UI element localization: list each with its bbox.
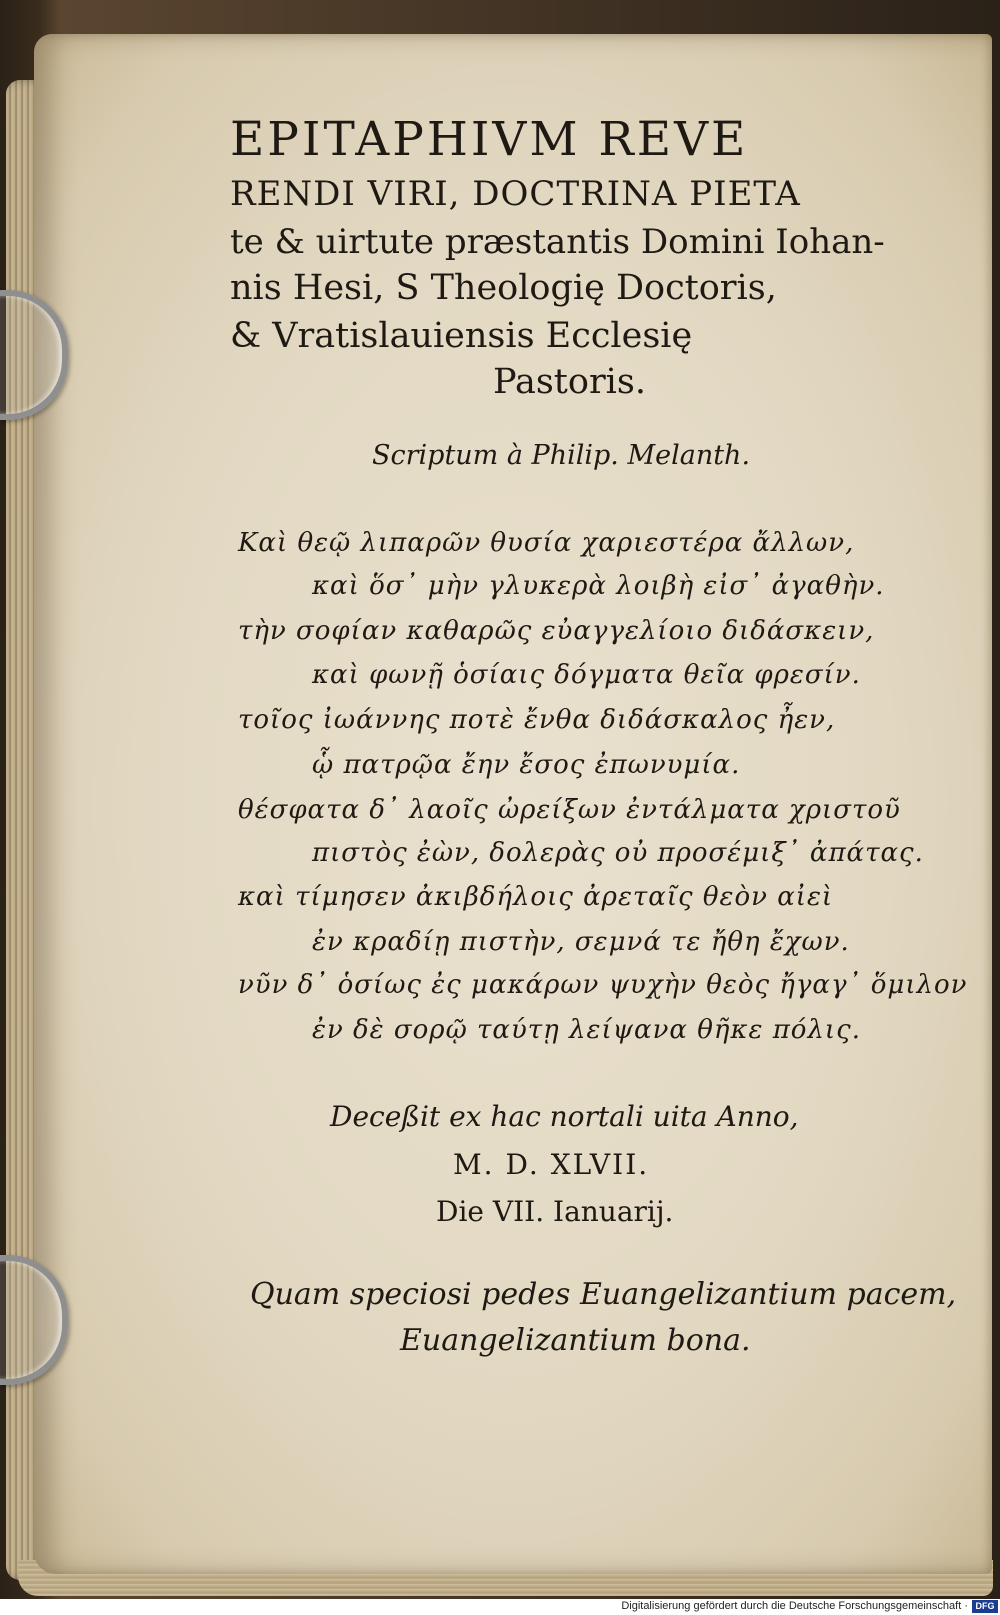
quote-line-2: Euangelizantium bona. (400, 1323, 751, 1358)
footer-bar (0, 1599, 1000, 1615)
author-line: Scriptum à Philip. Melanth. (372, 440, 751, 471)
poem-line: καὶ τίμησεν ἀκιβδήλοις ἀρεταῖς θεὸν αἰεὶ (238, 882, 834, 912)
title-line-4: nis Hesi, S Theologię Doctoris, (230, 268, 777, 308)
poem-line: ἐν κραδίῃ πιστὴν, σεμνά τε ἤθη ἔχων. (312, 927, 850, 957)
poem-line: τοῖος ἰωάννης ποτὲ ἔνθα διδάσκαλος ἦεν, (238, 705, 836, 735)
title-line-5: & Vratislauiensis Ecclesię (230, 316, 693, 356)
title-line-1: EPITAPHIVM REVE (230, 112, 749, 167)
poem-line: τὴν σοφίαν καθαρῶς εὐαγγελίοιο διδάσκειν, (238, 616, 875, 646)
poem-line: καὶ φωνῇ ὁσίαις δόγματα θεῖα φρεσίν. (312, 660, 861, 690)
title-line-6: Pastoris. (493, 362, 646, 402)
dfg-logo-icon: DFG (972, 1600, 998, 1613)
death-line-1: Deceßit ex hac nortali uita Anno, (330, 1100, 799, 1133)
poem-line: θέσφατα δ᾽ λαοῖς ὠρείξων ἐντάλματα χριστοῦ (238, 795, 901, 825)
footer-credit: Digitalisierung gefördert durch die Deutsche Forschungsgemeinschaft · (621, 1600, 968, 1612)
poem-line: ᾧ πατρῷα ἔην ἔσος ἐπωνυμία. (312, 750, 741, 780)
poem-line: ἐν δὲ σορῷ ταύτῃ λείψανα θῆκε πόλις. (312, 1015, 861, 1045)
quote-line-1: Quam speciosi pedes Euangelizantium pacem, (250, 1277, 957, 1312)
poem-line: νῦν δ᾽ ὁσίως ἐς μακάρων ψυχὴν θεὸς ἤγαγ᾽ ὅμιλον (238, 970, 968, 1000)
title-line-3: te & uirtute præstantis Domini Iohan- (230, 222, 885, 262)
poem-line: πιστὸς ἐὼν, δολερὰς οὐ προσέμιξ᾽ ἀπάτας. (312, 838, 924, 868)
poem-line: καὶ ὅσ᾽ μὴν γλυκερὰ λοιβὴ εἰσ᾽ ἀγαθὴν. (312, 571, 885, 601)
title-line-2: RENDI VIRI, DOCTRINA PIETA (230, 174, 801, 214)
death-year: M. D. XLVII. (453, 1148, 650, 1181)
poem-line: Καὶ θεῷ λιπαρῶν θυσία χαριεστέρα ἄλλων, (238, 528, 855, 558)
death-date: Die VII. Ianuarij. (436, 1195, 674, 1228)
